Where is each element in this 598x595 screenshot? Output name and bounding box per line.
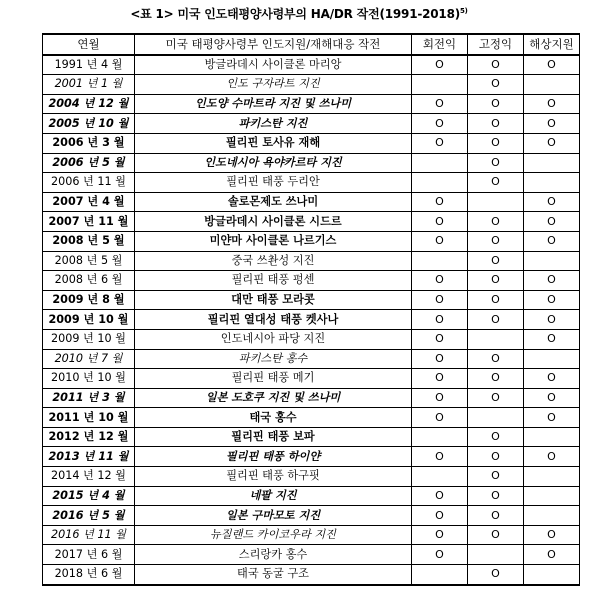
cell-maritime-support: O	[524, 369, 580, 389]
table-row	[43, 545, 580, 565]
cell-maritime-support: O	[524, 94, 580, 114]
header-fixed-wing: 고정익	[468, 34, 524, 55]
header-operation: 미국 태평양사령부 인도지원/재해대응 작전	[135, 34, 412, 55]
cell-date: 2014 년 12 월	[43, 467, 135, 487]
cell-date: 2015 년 4 월	[43, 486, 135, 506]
cell-date: 2007 년 4 월	[43, 192, 135, 212]
cell-fixed-wing: O	[468, 447, 524, 467]
cell-operation: 일본 구마모토 지진	[135, 506, 412, 526]
cell-maritime-support: O	[524, 525, 580, 545]
table-row	[43, 447, 580, 467]
cell-fixed-wing: O	[468, 271, 524, 291]
cell-date: 2011 년 10 월	[43, 408, 135, 428]
cell-fixed-wing: O	[468, 251, 524, 271]
cell-rotary-wing: O	[412, 349, 468, 369]
cell-date: 2008 년 6 월	[43, 271, 135, 291]
cell-fixed-wing: O	[468, 310, 524, 330]
table-row	[43, 212, 580, 232]
cell-operation: 파키스탄 지진	[135, 114, 412, 134]
cell-operation: 필리핀 태풍 메기	[135, 369, 412, 389]
cell-date: 2006 년 3 월	[43, 133, 135, 153]
cell-fixed-wing: O	[468, 525, 524, 545]
cell-operation: 인도양 수마트라 지진 및 쓰나미	[135, 94, 412, 114]
cell-rotary-wing: O	[412, 290, 468, 310]
cell-maritime-support: O	[524, 447, 580, 467]
cell-date: 2013 년 11 월	[43, 447, 135, 467]
cell-operation: 태국 홍수	[135, 408, 412, 428]
cell-operation: 일본 도호쿠 지진 및 쓰나미	[135, 388, 412, 408]
cell-fixed-wing	[468, 329, 524, 349]
table-row	[43, 133, 580, 153]
table-row	[43, 369, 580, 389]
cell-fixed-wing: O	[468, 290, 524, 310]
cell-operation: 방글라데시 사이클론 마리앙	[135, 55, 412, 75]
cell-fixed-wing: O	[468, 467, 524, 487]
cell-rotary-wing: O	[412, 486, 468, 506]
cell-date: 2018 년 6 월	[43, 565, 135, 585]
cell-operation: 인도 구자라트 지진	[135, 75, 412, 95]
cell-fixed-wing	[468, 545, 524, 565]
cell-operation: 중국 쓰촨성 지진	[135, 251, 412, 271]
cell-rotary-wing: O	[412, 447, 468, 467]
cell-rotary-wing: O	[412, 388, 468, 408]
cell-maritime-support: O	[524, 231, 580, 251]
cell-rotary-wing: O	[412, 545, 468, 565]
cell-fixed-wing: O	[468, 506, 524, 526]
table-row	[43, 75, 580, 95]
header-rotary-wing: 회전익	[412, 34, 468, 55]
cell-date: 2006 년 11 월	[43, 173, 135, 193]
table-row	[43, 310, 580, 330]
header-row	[43, 34, 580, 55]
cell-rotary-wing: O	[412, 525, 468, 545]
table-caption	[0, 5, 598, 22]
cell-date: 2001 년 1 월	[43, 75, 135, 95]
cell-date: 2005 년 10 월	[43, 114, 135, 134]
cell-fixed-wing: O	[468, 369, 524, 389]
cell-date: 2016 년 11 월	[43, 525, 135, 545]
table-row	[43, 467, 580, 487]
cell-operation: 스리랑카 홍수	[135, 545, 412, 565]
cell-maritime-support: O	[524, 545, 580, 565]
cell-operation: 인도네시아 파당 지진	[135, 329, 412, 349]
cell-operation: 필리핀 태풍 하이얀	[135, 447, 412, 467]
table-row	[43, 94, 580, 114]
cell-maritime-support: O	[524, 271, 580, 291]
table-row	[43, 192, 580, 212]
cell-operation: 인도네시아 욕야카르타 지진	[135, 153, 412, 173]
cell-maritime-support: O	[524, 290, 580, 310]
cell-maritime-support: O	[524, 114, 580, 134]
cell-rotary-wing	[412, 251, 468, 271]
cell-rotary-wing	[412, 153, 468, 173]
cell-operation: 파키스탄 홍수	[135, 349, 412, 369]
header-date: 연월	[43, 34, 135, 55]
table-row	[43, 231, 580, 251]
cell-date: 2009 년 10 월	[43, 329, 135, 349]
cell-rotary-wing: O	[412, 212, 468, 232]
cell-maritime-support	[524, 467, 580, 487]
cell-rotary-wing: O	[412, 133, 468, 153]
cell-date: 1991 년 4 월	[43, 55, 135, 75]
cell-rotary-wing: O	[412, 192, 468, 212]
table-row	[43, 427, 580, 447]
cell-maritime-support: O	[524, 329, 580, 349]
table-row	[43, 506, 580, 526]
table-row	[43, 408, 580, 428]
cell-rotary-wing: O	[412, 231, 468, 251]
cell-date: 2009 년 10 월	[43, 310, 135, 330]
cell-operation: 필리핀 태풍 보파	[135, 427, 412, 447]
cell-rotary-wing: O	[412, 94, 468, 114]
cell-fixed-wing	[468, 192, 524, 212]
cell-date: 2012 년 12 월	[43, 427, 135, 447]
cell-maritime-support	[524, 251, 580, 271]
table-row	[43, 55, 580, 75]
cell-date: 2004 년 12 월	[43, 94, 135, 114]
cell-fixed-wing: O	[468, 212, 524, 232]
cell-maritime-support	[524, 349, 580, 369]
cell-maritime-support: O	[524, 212, 580, 232]
cell-maritime-support	[524, 153, 580, 173]
cell-maritime-support: O	[524, 310, 580, 330]
table-row	[43, 271, 580, 291]
cell-date: 2009 년 8 월	[43, 290, 135, 310]
header-maritime-support: 해상지원	[524, 34, 580, 55]
cell-date: 2007 년 11 월	[43, 212, 135, 232]
cell-rotary-wing: O	[412, 55, 468, 75]
cell-rotary-wing: O	[412, 114, 468, 134]
table-row	[43, 173, 580, 193]
cell-fixed-wing: O	[468, 231, 524, 251]
cell-fixed-wing: O	[468, 173, 524, 193]
cell-rotary-wing: O	[412, 408, 468, 428]
cell-operation: 필리핀 태풍 두리안	[135, 173, 412, 193]
cell-rotary-wing: O	[412, 271, 468, 291]
cell-date: 2011 년 3 월	[43, 388, 135, 408]
table-row	[43, 114, 580, 134]
cell-fixed-wing: O	[468, 55, 524, 75]
footnote-marker: 5)	[460, 7, 468, 15]
cell-date: 2006 년 5 월	[43, 153, 135, 173]
cell-operation: 필리핀 태풍 펑센	[135, 271, 412, 291]
cell-maritime-support	[524, 506, 580, 526]
cell-fixed-wing: O	[468, 153, 524, 173]
table-row	[43, 525, 580, 545]
table-row	[43, 329, 580, 349]
cell-maritime-support	[524, 173, 580, 193]
cell-fixed-wing: O	[468, 349, 524, 369]
cell-fixed-wing: O	[468, 94, 524, 114]
cell-maritime-support	[524, 427, 580, 447]
cell-fixed-wing: O	[468, 75, 524, 95]
cell-fixed-wing: O	[468, 486, 524, 506]
cell-date: 2008 년 5 월	[43, 251, 135, 271]
table-row	[43, 486, 580, 506]
cell-rotary-wing	[412, 75, 468, 95]
table-row	[43, 290, 580, 310]
cell-fixed-wing: O	[468, 388, 524, 408]
table-body	[43, 55, 580, 585]
cell-operation: 뉴질랜드 카이코우라 지진	[135, 525, 412, 545]
table-row	[43, 565, 580, 585]
cell-rotary-wing: O	[412, 329, 468, 349]
cell-rotary-wing: O	[412, 310, 468, 330]
cell-date: 2010 년 7 월	[43, 349, 135, 369]
cell-rotary-wing	[412, 467, 468, 487]
table-row	[43, 388, 580, 408]
cell-rotary-wing: O	[412, 506, 468, 526]
cell-maritime-support: O	[524, 388, 580, 408]
cell-maritime-support: O	[524, 192, 580, 212]
cell-maritime-support	[524, 75, 580, 95]
cell-operation: 필리핀 태풍 하구핏	[135, 467, 412, 487]
cell-maritime-support	[524, 486, 580, 506]
cell-operation: 필리핀 열대성 태풍 켓사나	[135, 310, 412, 330]
cell-rotary-wing	[412, 427, 468, 447]
cell-rotary-wing	[412, 565, 468, 585]
cell-operation: 미얀마 사이클론 나르기스	[135, 231, 412, 251]
table-row	[43, 251, 580, 271]
cell-date: 2010 년 10 월	[43, 369, 135, 389]
cell-rotary-wing: O	[412, 369, 468, 389]
cell-maritime-support: O	[524, 55, 580, 75]
cell-date: 2016 년 5 월	[43, 506, 135, 526]
cell-date: 2017 년 6 월	[43, 545, 135, 565]
cell-maritime-support	[524, 565, 580, 585]
cell-operation: 필리핀 토사유 재해	[135, 133, 412, 153]
cell-operation: 네팔 지진	[135, 486, 412, 506]
cell-fixed-wing: O	[468, 427, 524, 447]
cell-maritime-support: O	[524, 408, 580, 428]
cell-operation: 대만 태풍 모라콧	[135, 290, 412, 310]
cell-fixed-wing: O	[468, 133, 524, 153]
cell-date: 2008 년 5 월	[43, 231, 135, 251]
cell-fixed-wing: O	[468, 565, 524, 585]
cell-operation: 태국 동굴 구조	[135, 565, 412, 585]
table-row	[43, 349, 580, 369]
cell-rotary-wing	[412, 173, 468, 193]
caption-text: <표 1> 미국 인도태평양사령부의 HA/DR 작전(1991-2018)	[130, 7, 461, 21]
cell-operation: 솔로몬제도 쓰나미	[135, 192, 412, 212]
cell-operation: 방글라데시 사이클론 시드르	[135, 212, 412, 232]
table-row	[43, 153, 580, 173]
cell-fixed-wing	[468, 408, 524, 428]
operations-table	[42, 33, 580, 586]
cell-fixed-wing: O	[468, 114, 524, 134]
cell-maritime-support: O	[524, 133, 580, 153]
